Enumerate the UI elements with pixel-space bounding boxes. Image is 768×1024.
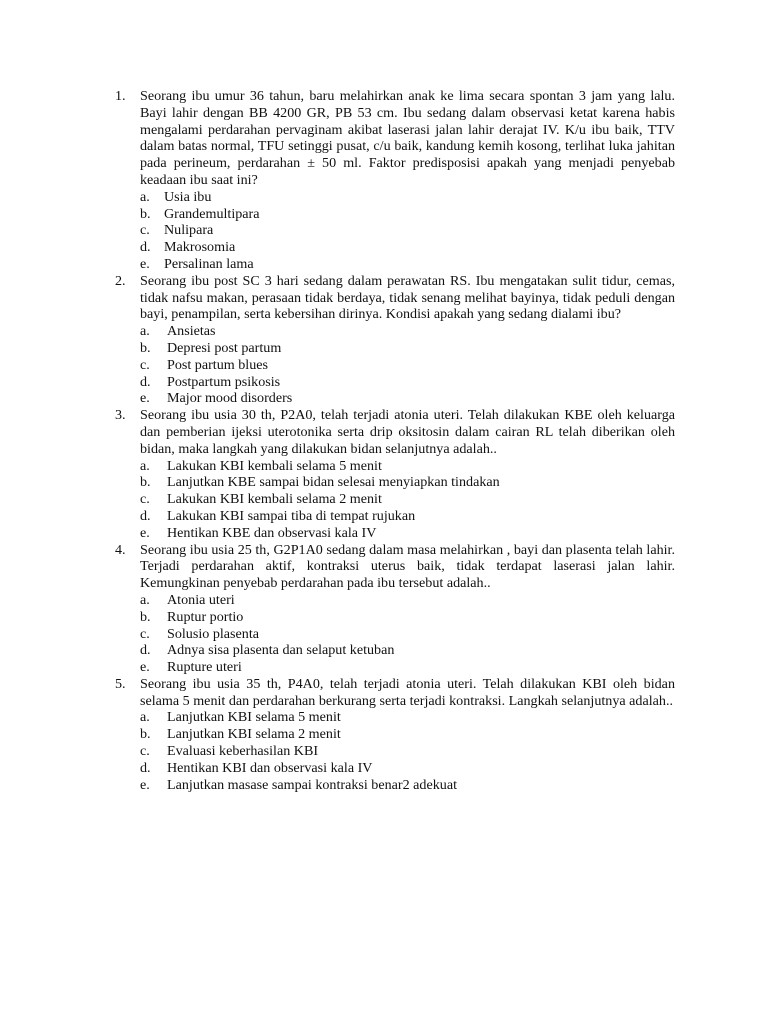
option-letter: c. xyxy=(140,743,150,760)
option-a xyxy=(140,709,675,726)
option-text: Lanjutkan KBI selama 2 menit xyxy=(167,726,341,743)
option-d xyxy=(140,508,675,525)
question-2 xyxy=(115,273,675,407)
option-e xyxy=(140,659,675,676)
option-letter: b. xyxy=(140,608,151,625)
option-text: Lanjutkan masase sampai kontraksi benar2 adekuat xyxy=(167,776,457,793)
option-text: Major mood disorders xyxy=(167,390,293,407)
option-letter: c. xyxy=(140,356,150,373)
option-text: Evaluasi keberhasilan KBI xyxy=(167,743,319,760)
option-text: Hentikan KBE dan observasi kala IV xyxy=(167,524,377,541)
option-b xyxy=(140,609,675,626)
option-text: Persalinan lama xyxy=(164,255,254,272)
option-text: Lakukan KBI kembali selama 5 menit xyxy=(167,457,382,474)
question-text: Seorang ibu usia 25 th, G2P1A0 sedang dalam masa melahirkan , bayi dan plasenta telah lahir. Terjadi perdarahan aktif, kontraksi uterus baik, tidak terdapat laserasi jalan lahir. Kemungkinan penyebab perdarahan pada ibu tersebut adalah.. xyxy=(140,541,675,592)
option-d xyxy=(140,760,675,777)
option-list xyxy=(140,592,675,676)
option-letter: d. xyxy=(140,239,151,256)
option-text: Lanjutkan KBI selama 5 menit xyxy=(167,709,341,726)
option-c xyxy=(140,491,675,508)
option-text: Postpartum psikosis xyxy=(167,373,281,390)
option-letter: e. xyxy=(140,776,150,793)
question-number: 1. xyxy=(115,88,126,104)
option-b xyxy=(140,206,675,223)
question-text: Seorang ibu usia 35 th, P4A0, telah terjadi atonia uteri. Telah dilakukan KBI oleh bidan selama 5 menit dan perdarahan berkurang serta terjadi kontraksi. Langkah selanjutnya adalah.. xyxy=(140,675,675,709)
option-c xyxy=(140,626,675,643)
question-number: 4. xyxy=(115,541,126,558)
option-letter: b. xyxy=(140,339,151,356)
option-text: Ansietas xyxy=(167,323,216,340)
option-b xyxy=(140,726,675,743)
option-text: Solusio plasenta xyxy=(167,625,259,642)
option-list xyxy=(140,189,675,273)
option-text: Atonia uteri xyxy=(167,591,235,608)
option-text: Grandemultipara xyxy=(164,205,260,222)
option-letter: a. xyxy=(140,323,150,340)
option-letter: b. xyxy=(140,726,151,743)
option-letter: b. xyxy=(140,474,151,491)
option-e xyxy=(140,777,675,794)
option-letter: c. xyxy=(140,222,150,239)
option-letter: e. xyxy=(140,524,150,541)
option-e xyxy=(140,525,675,542)
option-d xyxy=(140,239,675,256)
option-text: Makrosomia xyxy=(164,239,236,256)
option-c xyxy=(140,743,675,760)
option-text: Ruptur portio xyxy=(167,608,244,625)
option-a xyxy=(140,189,675,206)
option-letter: e. xyxy=(140,390,150,407)
option-text: Rupture uteri xyxy=(167,659,242,676)
option-text: Post partum blues xyxy=(167,356,269,373)
option-letter: a. xyxy=(140,188,150,205)
option-list xyxy=(140,458,675,542)
question-5 xyxy=(115,676,675,794)
question-text: Seorang ibu umur 36 tahun, baru melahirkan anak ke lima secara spontan 3 jam yang lalu. Bayi lahir dengan BB 4200 GR, PB 53 cm. Ibu sedang dalam observasi ketat karena habis mengalami perdarahan pervaginam akibat laserasi jalan lahir derajat IV. K/u ibu baik, TTV dalam batas normal, TFU setinggi pusat, c/u baik, kandung kemih kosong, terlihat luka jahitan pada perineum, perdarahan ± 50 ml. Faktor predisposisi apakah yang menjadi penyebab keadaan ibu saat ini? xyxy=(140,88,675,188)
option-letter: c. xyxy=(140,625,150,642)
option-text: Adnya sisa plasenta dan selaput ketuban xyxy=(167,642,395,659)
question-number: 3. xyxy=(115,407,126,424)
question-3 xyxy=(115,407,675,541)
option-text: Hentikan KBI dan observasi kala IV xyxy=(167,759,373,776)
option-list xyxy=(140,709,675,793)
option-text: Lakukan KBI sampai tiba di tempat rujukan xyxy=(167,507,416,524)
option-text: Lanjutkan KBE sampai bidan selesai menyiapkan tindakan xyxy=(167,474,500,491)
option-text: Depresi post partum xyxy=(167,339,282,356)
question-1 xyxy=(115,88,675,273)
option-d xyxy=(140,374,675,391)
option-e xyxy=(140,256,675,273)
question-number: 2. xyxy=(115,272,126,289)
option-list xyxy=(140,323,675,407)
option-letter: d. xyxy=(140,642,151,659)
option-d xyxy=(140,642,675,659)
option-e xyxy=(140,390,675,407)
option-letter: a. xyxy=(140,709,150,726)
option-a xyxy=(140,458,675,475)
question-text: Seorang ibu usia 30 th, P2A0, telah terjadi atonia uteri. Telah dilakukan KBE oleh keluarga dan pemberian ijeksi uterotonika serta drip oksitosin dalam cairan RL telah diberikan oleh bidan, maka langkah yang dilakukan bidan selanjutnya adalah.. xyxy=(140,407,675,457)
option-letter: e. xyxy=(140,659,150,676)
option-letter: b. xyxy=(140,205,151,222)
option-letter: d. xyxy=(140,507,151,524)
option-text: Lakukan KBI kembali selama 2 menit xyxy=(167,491,382,508)
option-letter: c. xyxy=(140,491,150,508)
option-letter: d. xyxy=(140,373,151,390)
option-b xyxy=(140,474,675,491)
question-text: Seorang ibu post SC 3 hari sedang dalam perawatan RS. Ibu mengatakan sulit tidur, cemas, tidak nafsu makan, perasaan tidak berdaya, tidak senang melihat bayinya, tidak peduli dengan bayi, penampilan, serta kebersihan dirinya. Kondisi apakah yang sedang dialami ibu? xyxy=(140,272,675,323)
option-c xyxy=(140,357,675,374)
option-letter: d. xyxy=(140,759,151,776)
option-letter: e. xyxy=(140,255,150,272)
option-b xyxy=(140,340,675,357)
option-letter: a. xyxy=(140,591,150,608)
question-list xyxy=(115,88,675,793)
option-text: Usia ibu xyxy=(164,188,212,205)
question-4 xyxy=(115,542,675,676)
option-c xyxy=(140,222,675,239)
option-a xyxy=(140,592,675,609)
option-text: Nulipara xyxy=(164,222,214,239)
option-letter: a. xyxy=(140,457,150,474)
option-a xyxy=(140,323,675,340)
question-number: 5. xyxy=(115,675,126,692)
